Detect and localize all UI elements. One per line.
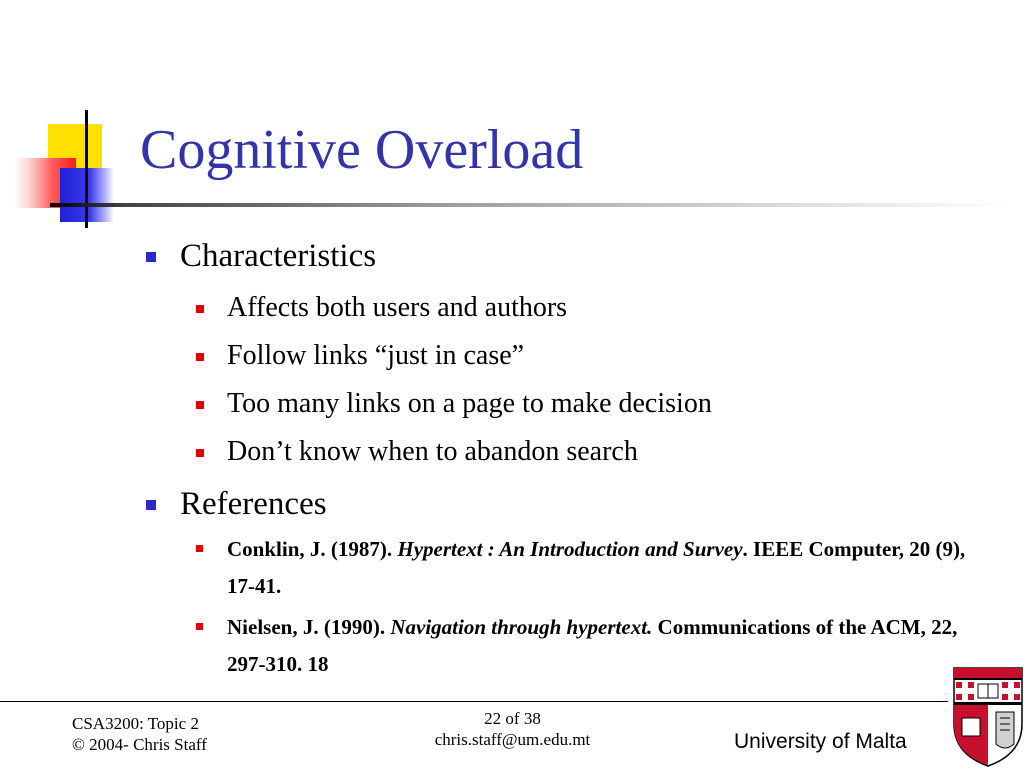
footer-divider bbox=[0, 701, 948, 702]
slide-title: Cognitive Overload bbox=[140, 119, 584, 181]
sub-bullet-text: Follow links “just in case” bbox=[227, 340, 525, 371]
bullet-text: References bbox=[180, 486, 327, 522]
university-crest-icon bbox=[952, 666, 1024, 768]
sub-bullet-text: Affects both users and authors bbox=[227, 292, 568, 323]
footer-center bbox=[400, 708, 625, 750]
bullet-square-icon bbox=[196, 545, 203, 552]
bullet-square-icon bbox=[146, 252, 156, 262]
bullet-square-icon bbox=[196, 305, 204, 313]
decor-vertical-line bbox=[85, 110, 88, 228]
sub-bullet bbox=[227, 342, 524, 370]
bullet-square-icon bbox=[196, 623, 203, 630]
title-underline bbox=[50, 203, 1010, 207]
footer-copyright: © 2004- Chris Staff bbox=[72, 735, 207, 754]
university-name: University of Malta bbox=[734, 730, 907, 753]
reference-item bbox=[227, 609, 987, 683]
sub-bullet bbox=[227, 390, 712, 418]
bullet-text: Characteristics bbox=[180, 238, 377, 274]
footer-left bbox=[72, 713, 207, 755]
bullet-square-icon bbox=[196, 353, 204, 361]
bullet-references bbox=[180, 488, 327, 521]
bullet-square-icon bbox=[196, 401, 204, 409]
footer-course: CSA3200: Topic 2 bbox=[72, 714, 199, 733]
reference-source: . IEEE Computer, 20 (9), 17-41. bbox=[227, 537, 966, 598]
sub-bullet-text: Too many links on a page to make decision bbox=[227, 388, 712, 419]
sub-bullet bbox=[227, 438, 638, 466]
reference-author: Nielsen, J. (1990). bbox=[227, 615, 391, 639]
reference-item bbox=[227, 531, 987, 605]
page-number: 22 of 38 bbox=[484, 709, 541, 728]
reference-author: Conklin, J. (1987). bbox=[227, 537, 398, 561]
reference-work-title: Hypertext : An Introduction and Survey bbox=[397, 537, 743, 561]
sub-bullet bbox=[227, 294, 567, 322]
reference-source: Communications of the ACM, 22, 297-310. 18 bbox=[227, 615, 958, 676]
footer-email: chris.staff@um.edu.mt bbox=[434, 730, 591, 749]
bullet-square-icon bbox=[196, 449, 204, 457]
sub-bullet-text: Don’t know when to abandon search bbox=[227, 436, 638, 467]
bullet-square-icon bbox=[146, 500, 156, 510]
bullet-characteristics bbox=[180, 240, 376, 273]
reference-work-title: Navigation through hypertext. bbox=[390, 615, 653, 639]
